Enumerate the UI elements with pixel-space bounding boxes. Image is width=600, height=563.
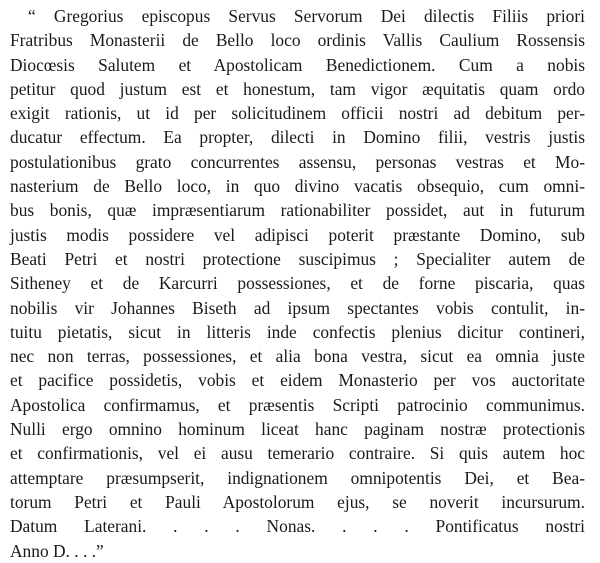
text-line: et confirmationis, vel ei ausu temerario contraire. Si quis autem hoc bbox=[10, 443, 585, 464]
text-line: Fratribus Monasterii de Bello loco ordinis Vallis Caulium Rossensis bbox=[10, 30, 585, 51]
text-line: nobilis vir Johannes Biseth ad ipsum spectantes vobis contulit, in- bbox=[10, 297, 585, 318]
text-line: Diocœsis Salutem et Apostolicam Benedictionem. Cum a nobis bbox=[10, 54, 585, 75]
text-line: exigit rationis, ut id per solicitudinem officii nostri ad debitum per- bbox=[10, 103, 585, 124]
text-line: torum Petri et Pauli Apostolorum ejus, se noverit incursurum. bbox=[10, 491, 585, 512]
text-line: Sitheney et de Karcurri possessiones, et de forne piscaria, quas bbox=[10, 273, 585, 294]
text-line: justis modis possidere vel adipisci poterit præstante Domino, sub bbox=[10, 224, 585, 245]
text-line: nasterium de Bello loco, in quo divino vacatis obsequio, cum omni- bbox=[10, 176, 585, 197]
text-line: Apostolica confirmamus, et præsentis Scripti patrocinio communimus. bbox=[10, 394, 585, 415]
text-line: “ Gregorius episcopus Servus Servorum Dei dilectis Filiis priori bbox=[28, 6, 585, 26]
text-line: bus bonis, quæ impræsentiarum rationabiliter possidet, aut in futurum bbox=[10, 200, 585, 221]
text-line: Nulli ergo omnino hominum liceat hanc paginam nostræ protectionis bbox=[10, 419, 585, 440]
text-line: tuitu pietatis, sicut in litteris inde confectis plenius dicitur contineri, bbox=[10, 321, 585, 342]
text-line: ducatur effectum. Ea propter, dilecti in Domino filii, vestris justis bbox=[10, 127, 585, 148]
text-line: Beati Petri et nostri protectione suscipimus ; Specialiter autem de bbox=[10, 248, 585, 269]
text-line: et pacifice possidetis, vobis et eidem Monasterio per vos auctoritate bbox=[10, 370, 585, 391]
letter-text bbox=[10, 4, 585, 563]
text-line: attemptare præsumpserit, indignationem omnipotentis Dei, et Bea- bbox=[10, 467, 585, 488]
text-line: postulationibus grato concurrentes assensu, personas vestras et Mo- bbox=[10, 151, 585, 172]
text-line: Datum Laterani. . . . Nonas. . . . Pontificatus nostri bbox=[10, 516, 585, 537]
text-line: petitur quod justum est et honestum, tam vigor æquitatis quam ordo bbox=[10, 78, 585, 99]
text-line: nec non terras, possessiones, et alia bona vestra, sicut ea omnia juste bbox=[10, 346, 585, 367]
text-line: Anno D. . . .” bbox=[10, 540, 104, 561]
